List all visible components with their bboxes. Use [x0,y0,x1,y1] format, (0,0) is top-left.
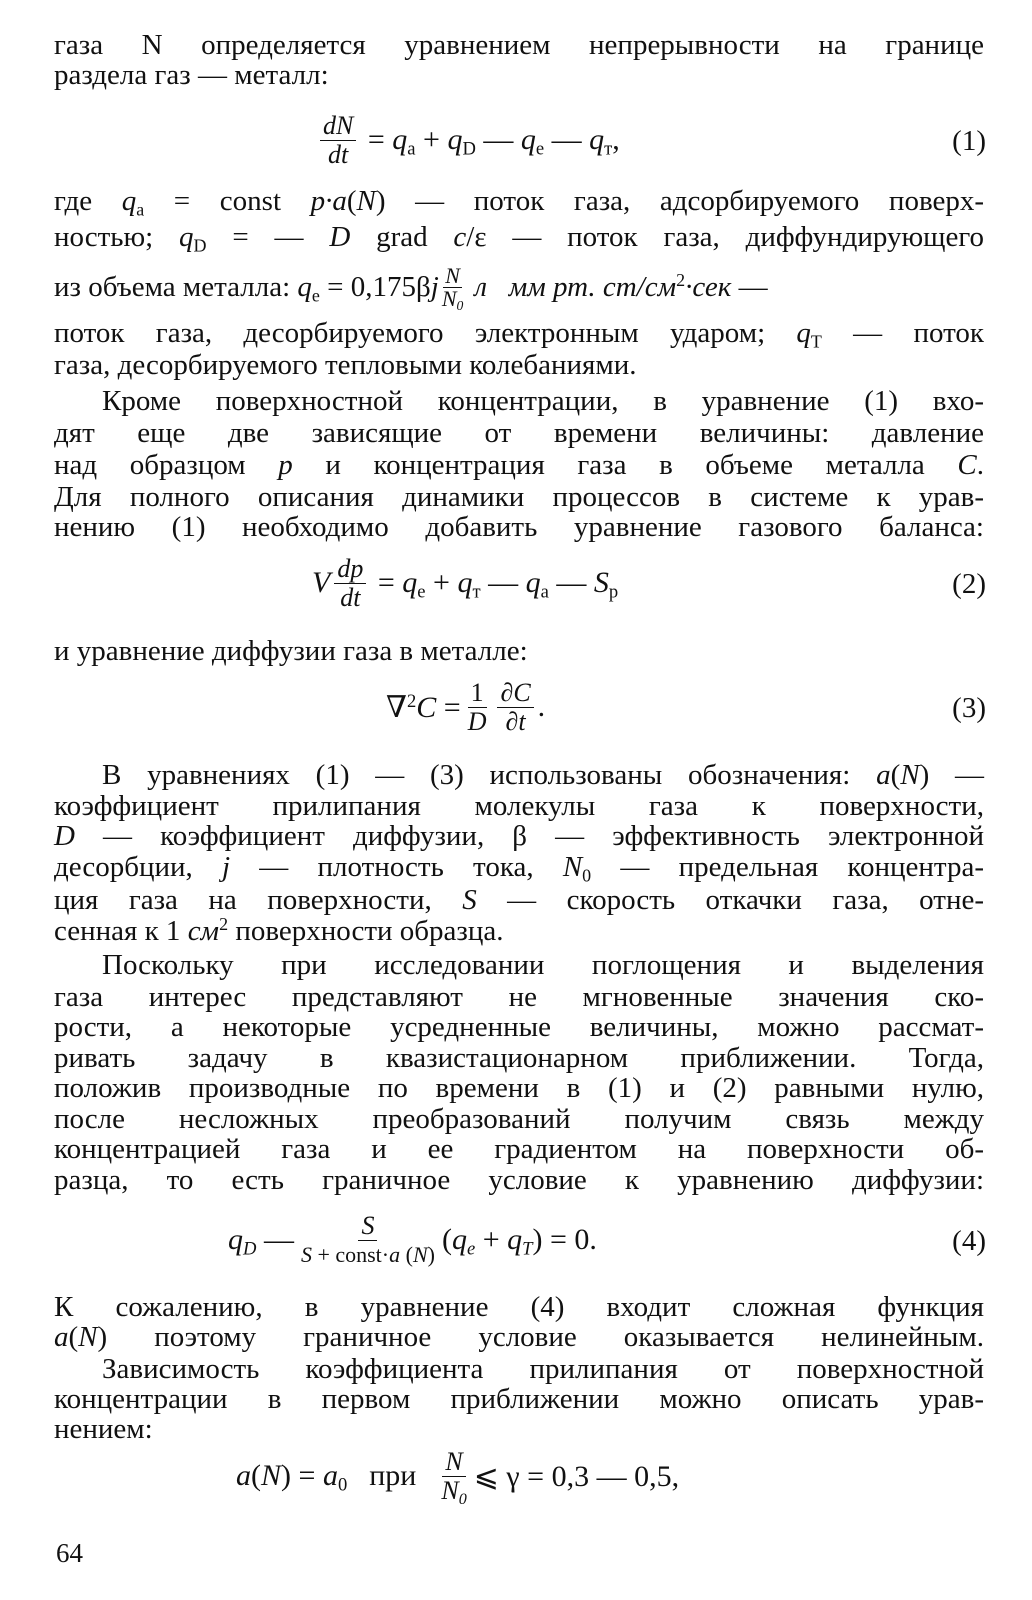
text-line: ривать задачу в квазистационарном приближении. Тогда, [54,1042,984,1074]
text-line: концентрации в первом приближении можно описать урав- [54,1383,984,1415]
equation-5 [0,1446,1032,1506]
text-line: a(N) поэтому граничное условие оказывается нелинейным. [54,1321,984,1353]
text-line: где $q_a$ = const p·a(N) — поток газа, адсорбируемого поверх- [54,185,984,220]
text-line: газа N определяется уравнением непрерывности на границе [54,29,984,61]
text-line: К сожалению, в уравнение (4) входит сложная функция [54,1291,984,1323]
text-line: Зависимость коэффициента прилипания от поверхностной [102,1353,984,1385]
text-line: поток газа, десорбируемого электронным ударом; $q_T$ — поток [54,317,984,352]
equation-1 [0,110,1032,170]
text-line: разца, то есть граничное условие к уравнению диффузии: [54,1164,984,1196]
text-line: после несложных преобразований получим связь между [54,1103,984,1135]
text-line: над образцом p и концентрация газа в объеме металла C. [54,449,984,481]
equation-4 [0,1210,1032,1270]
equation-2 [0,553,1032,613]
text-line: из объема металла: $q_e = 0,175\beta j$ $\frac{N}{N_0}$ л мм рт. $ст/см^2\cdot сек$ — [54,262,768,313]
text-line: газа, десорбируемого тепловыми колебаниями. [54,349,637,381]
text-line: сенная к 1 $см^2$ поверхности образца. [54,914,504,947]
equation-4-body: $q_D$ — $\frac{S}{\text{S + const·a (N)}}$ $(q_e + q_T) = 0$. [228,1210,597,1267]
equation-number: (1) [952,125,986,157]
text-line: Для полного описания динамики процессов в системе к урав- [54,481,984,513]
text-line: D — коэффициент диффузии, β — эффективность электронной [54,820,984,852]
text-line: нению (1) необходимо добавить уравнение газового баланса: [54,511,984,543]
equation-number: (2) [952,568,986,600]
page-number: 64 [56,1538,83,1568]
text-line: раздела газ — металл: [54,59,329,91]
equation-number: (3) [952,692,986,724]
equation-3-body: ∇$^2$C = $\frac{1}{D}$ $\frac{\partial C}{\partial t}$ . [386,677,546,736]
equation-1-body: $\frac{dN}{dt}$ = $q_a + q_D$ — $q_e$ — $q_т$, [316,110,620,170]
text-line: концентрацией газа и ее градиентом на поверхности об- [54,1133,984,1165]
text-line: рости, а некоторые усредненные величины, можно рассмат- [54,1011,984,1043]
text-line: газа интерес представляют не мгновенные значения ско- [54,981,984,1013]
text-line: нением: [54,1413,153,1445]
text-line: ция газа на поверхности, S — скорость откачки газа, отне- [54,884,984,916]
text-line: коэффициент прилипания молекулы газа к поверхности, [54,790,984,822]
text-line: Поскольку при исследовании поглощения и выделения [102,949,984,981]
text-line: В уравнениях (1) — (3) использованы обозначения: a(N) — [102,759,984,791]
text-line: и уравнение диффузии газа в металле: [54,635,528,667]
text-line: положив производные по времени в (1) и (2) равными нулю, [54,1072,984,1104]
text-line: десорбции, j — плотность тока, $N_0$ — предельная концентра- [54,851,984,886]
equation-2-body: V $\frac{dp}{dt}$ = $q_e + q_т$ — $q_a$ — $S_p$ [312,553,619,612]
equation-5-body: $a(N) = a_0$ при $\frac{N}{N_0}$ ⩽ γ = 0,3 — 0,5, [236,1446,680,1508]
text-line: дят еще две зависящие от времени величины: давление [54,417,984,449]
equation-number: (4) [952,1225,986,1257]
text-line: Кроме поверхностной концентрации, в уравнение (1) вхо- [102,385,984,417]
text-line: ностью; $q_D$ = — D grad c/ε — поток газа, диффундирующего [54,221,985,256]
equation-3 [0,677,1032,737]
